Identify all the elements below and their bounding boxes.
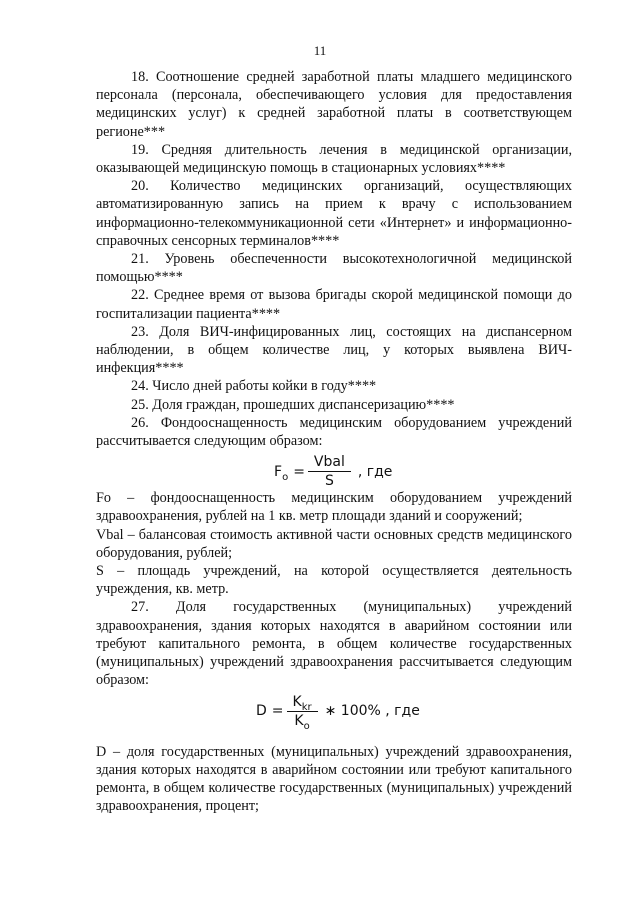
document-body: [96, 68, 572, 815]
formula-fo-fraction: [311, 454, 348, 489]
definition-d: D – доля государственных (муниципальных) учреждений здравоохранения, здания которых находятся в аварийном состоянии или требуют капитального ремонта, в общем количестве государственных (муниципальных) учреждений здравоохранения, процент;: [96, 743, 572, 815]
formula-d-lhs: D: [256, 702, 267, 719]
formula-fo: [274, 454, 392, 489]
formula-d-numerator: $K_{kr}$: [292, 693, 312, 713]
formula-fo-tail: , где: [357, 463, 393, 480]
formula-fo-lhs: $F_o$: [274, 463, 289, 483]
paragraph-25: 25. Доля граждан, прошедших диспансеризацию****: [131, 396, 455, 413]
paragraph-20: 20. Количество медицинских организаций, осуществляющих автоматизированную запись на прием к врачу с использованием информационно-телекоммуникационной сети «Интернет» и информационно-справочных сенсорных терминалов****: [96, 178, 572, 249]
formula-fo-denominator: S: [308, 471, 351, 489]
paragraph-23: 23. Доля ВИЧ-инфицированных лиц, состоящих на диспансерном наблюдении, в общем количестве лиц, у которых выявлена ВИЧ-инфекция****: [96, 323, 572, 377]
formula-d-denominator: $K_o$: [287, 711, 318, 729]
formula-d-fraction: [290, 693, 315, 732]
paragraph-27: 27. Доля государственных (муниципальных) учреждений здравоохранения, здания которых находятся в аварийном состоянии или требуют капитального ремонта, в общем количестве государственных (муниципальных) учреждений здравоохранения рассчитывается следующим образом:: [96, 599, 572, 689]
formula-d-tail: ∗ 100% , где: [324, 702, 420, 719]
paragraph-26: 26. Фондооснащенность медицинским оборудованием учреждений рассчитывается следующим образом:: [96, 414, 572, 450]
definition-vbal: Vbal – балансовая стоимость активной части основных средств медицинского оборудования, рублей;: [96, 526, 572, 561]
formula-d: [256, 693, 420, 732]
formula-d-row: [96, 694, 572, 740]
formula-fo-equals: =: [293, 463, 305, 480]
paragraph-22: 22. Среднее время от вызова бригады скорой медицинской помощи до госпитализации пациента****: [96, 287, 572, 322]
paragraph-19: 19. Средняя длительность лечения в медицинской организации, оказывающей медицинскую помощь в стационарных условиях****: [96, 141, 572, 177]
definition-fo: Fо – фондооснащенность медицинским оборудованием учреждений здравоохранения, рублей на 1 кв. метр площади зданий и сооружений;: [96, 490, 572, 525]
page-number: 11: [313, 43, 327, 58]
definition-s: S – площадь учреждений, на которой осуществляется деятельность учреждения, кв. метр.: [96, 563, 572, 598]
paragraph-24: 24. Число дней работы койки в году****: [131, 378, 377, 395]
formula-fo-row: [96, 452, 572, 490]
formula-fo-numerator: Vbal: [313, 454, 345, 471]
paragraph-18: 18. Соотношение средней заработной платы младшего медицинского персонала (персонала, обеспечивающего условия для предоставления медицинских услуг) к средней заработной платы в соответствующем регионе***: [96, 69, 572, 140]
paragraph-21: 21. Уровень обеспеченности высокотехнологичной медицинской помощью****: [96, 251, 572, 286]
formula-d-equals: =: [271, 702, 284, 719]
